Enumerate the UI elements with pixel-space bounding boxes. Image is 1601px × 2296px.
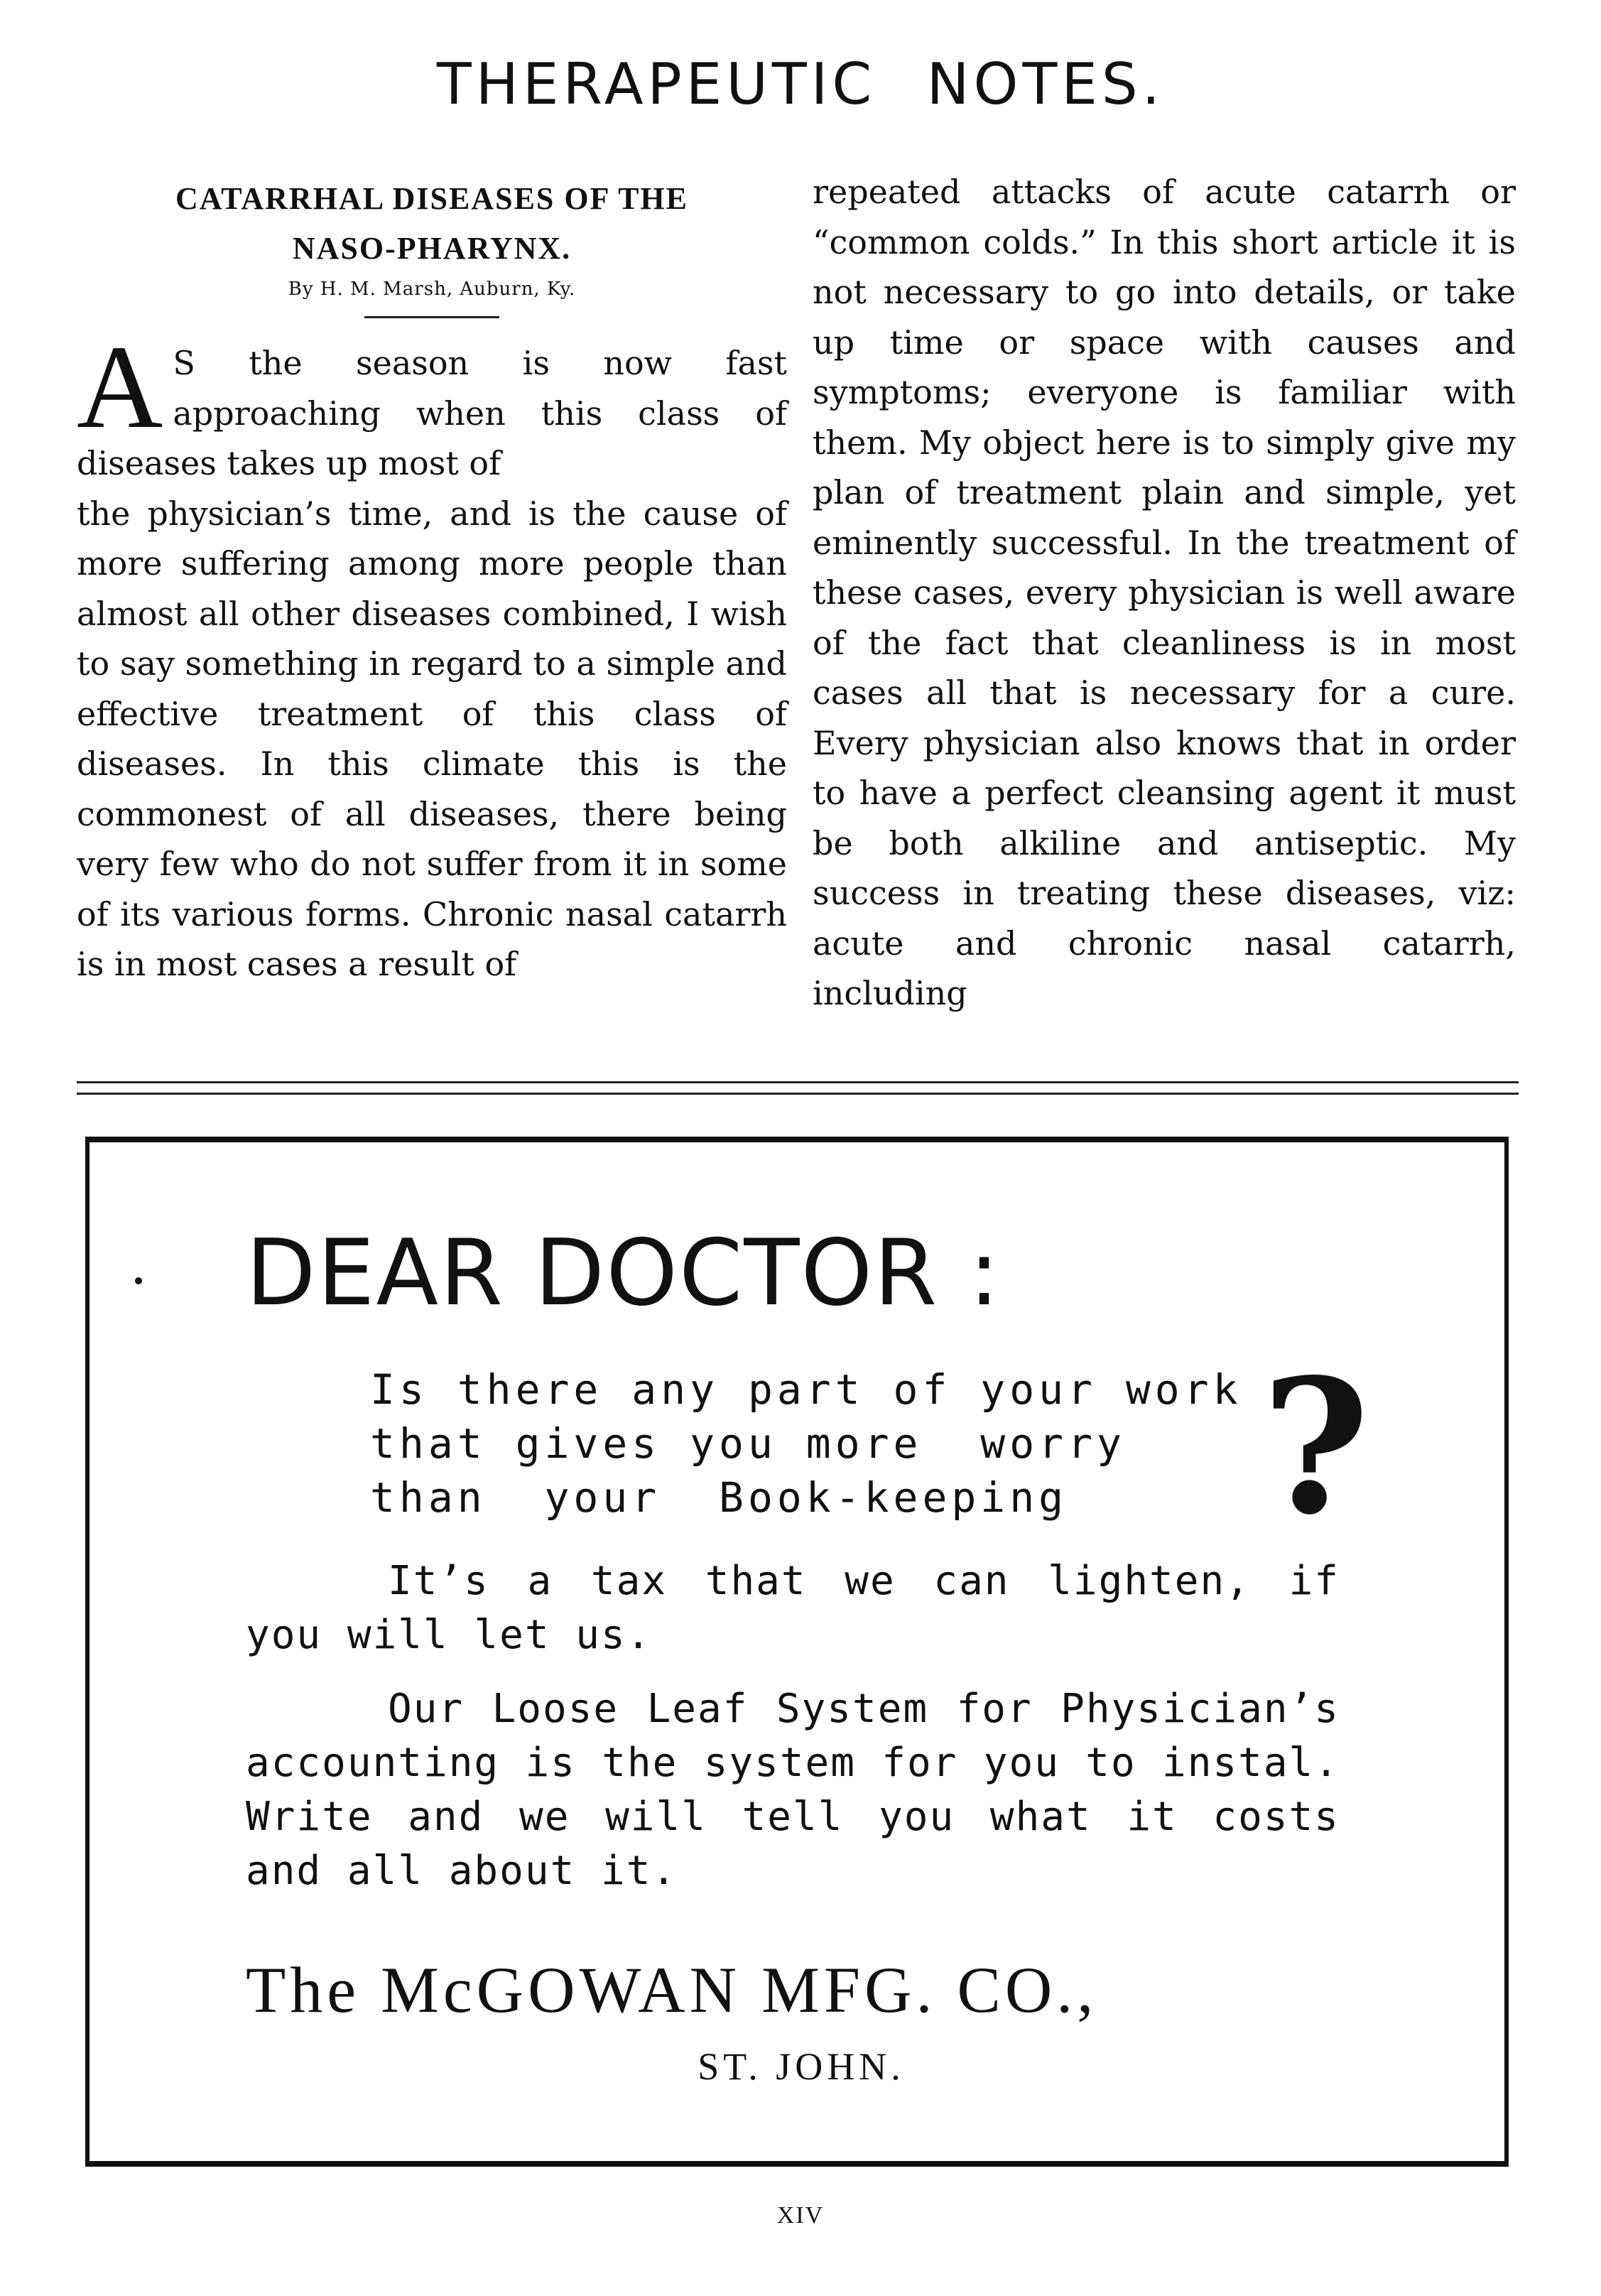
article-lead-text: S the season is now fast approaching when this class of diseases takes up most of bbox=[77, 344, 787, 482]
drop-cap: A bbox=[77, 321, 163, 453]
ad-paragraph-2: Our Loose Leaf System for Physician’s accounting is the system for you to instal. Write and we will tell you what it costs and all about it. bbox=[246, 1686, 1340, 1894]
article-right-body: repeated attacks of acute catarrh or “common colds.” In this short article it is not necessary to go into details, or take up time or space with causes and symptoms; everyone is familiar with them. My object here is to simply give my plan of treatment plain and simple, yet eminently successful. In the treatment of these cases, every physician is well aware of the fact that cleanliness is in most cases all that is necessary for a cure. Every physician also knows that in order to have a perfect cleansing agent it must be both alkiline and antiseptic. My success in treating these diseases, viz: acute and chronic nasal catarrh, including bbox=[813, 173, 1516, 1012]
section-divider-top bbox=[77, 1081, 1519, 1083]
ad-paragraph-1: It’s a tax that we can lighten, if you will let us. bbox=[246, 1558, 1340, 1658]
article-left-column bbox=[77, 167, 787, 990]
ad-city: ST. JOHN. bbox=[698, 2045, 905, 2088]
ad-question-line-2: that gives you more worry bbox=[370, 1419, 1126, 1468]
advertisement-box bbox=[85, 1137, 1509, 2167]
article-right-column bbox=[813, 167, 1516, 1019]
article-heading-line-1: CATARRHAL DISEASES OF THE bbox=[175, 181, 688, 216]
article-heading bbox=[77, 174, 787, 274]
ad-company-name: The McGOWAN MFG. CO., bbox=[246, 1954, 1098, 2026]
article-left-body: the physician’s time, and is the cause of more suffering among more people than almost all other diseases combined, I wish to say something in regard to a simple and effective treatment of this class of diseases. In this climate this is the commonest of all diseases, there being very few who do not suffer from it in some of its various forms. Chronic nasal catarrh is in most cases a result of bbox=[77, 494, 787, 983]
ad-question bbox=[370, 1363, 1242, 1525]
ad-question-line-3: than your Book-keeping bbox=[370, 1473, 1068, 1522]
article-heading-line-2: NASO-PHARYNX. bbox=[292, 231, 572, 266]
question-mark-glyph: ? bbox=[1261, 1339, 1370, 1556]
bullet-dot bbox=[135, 1277, 142, 1284]
article-byline: By H. M. Marsh, Auburn, Ky. bbox=[288, 278, 576, 300]
article-lead bbox=[77, 321, 787, 489]
heading-divider bbox=[364, 316, 499, 318]
page-number: XIV bbox=[776, 2202, 825, 2229]
ad-question-line-1: Is there any part of your work bbox=[370, 1365, 1242, 1414]
page-title: THERAPEUTIC NOTES. bbox=[436, 51, 1165, 117]
section-divider-bottom bbox=[77, 1093, 1519, 1095]
ad-headline: DEAR DOCTOR : bbox=[246, 1220, 1001, 1326]
